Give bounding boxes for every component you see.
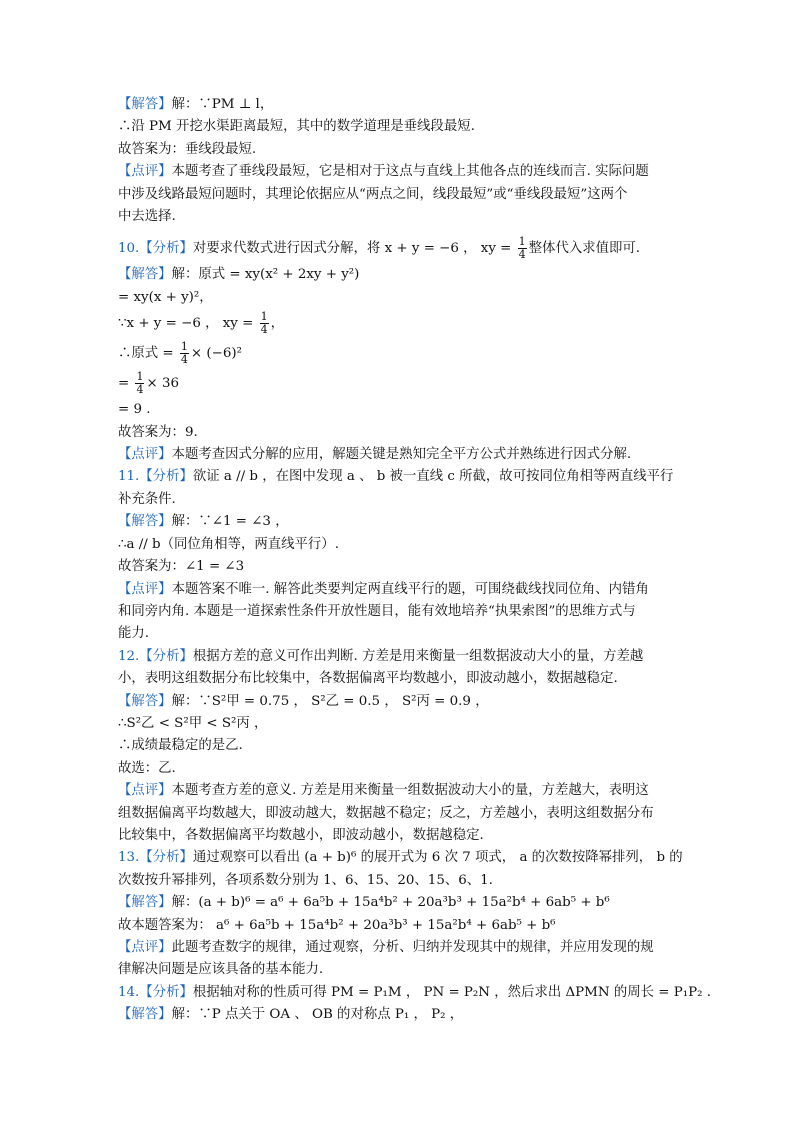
fraction: $\frac{1}{4}$: [136, 370, 144, 397]
section-tag: 【点评】: [118, 164, 172, 180]
text-line: 【解答】解：原式 = xy(x² + 2xy + y²): [118, 267, 360, 283]
text-line: 故选：乙.: [118, 760, 176, 776]
section-tag: 【点评】: [118, 940, 172, 955]
text-line: 补充条件.: [118, 491, 176, 507]
section-tag: 【解答】: [118, 895, 172, 911]
text-line: ∴原式 = $\frac{1}{4}$ × (−6)²: [118, 340, 242, 367]
text-line: = $\frac{1}{4}$ × 36: [118, 370, 179, 397]
section-tag: 【解答】: [118, 267, 172, 283]
text-line: = xy(x + y)²，: [118, 289, 213, 305]
text-line: 11.【分析】欲证 a // b ，在图中发现 a 、 b 被一直线 c 所截，故可按同位角相等两直线平行: [118, 469, 674, 485]
text-line: 12.【分析】根据方差的意义可作出判断. 方差是用来衡量一组数据波动大小的量，方差越: [118, 648, 644, 664]
fraction: $\frac{1}{4}$: [260, 310, 268, 337]
section-tag: 【解答】: [118, 693, 172, 709]
text-line: 和同旁内角. 本题是一道探索性条件开放性题目，能有效地培养“执果索图”的思维方式与: [118, 603, 636, 619]
section-tag: 10.【分析】: [118, 241, 193, 257]
text-line: ∴S²乙 < S²甲 < S²丙 ，: [118, 715, 268, 731]
fraction: $\frac{1}{4}$: [180, 340, 188, 367]
text-line: 故答案为：垂线段最短.: [118, 141, 257, 157]
text-line: ∴沿 PM 开挖水渠距离最短，其中的数学道理是垂线段最短.: [118, 119, 475, 135]
text-line: 小，表明这组数据分布比较集中，各数据偏离平均数越小，即波动越小，数据越稳定.: [118, 671, 618, 687]
text-line: 故答案为：∠1 = ∠3: [118, 559, 245, 575]
text-line: = 9 .: [118, 402, 151, 418]
section-tag: 【解答】: [118, 514, 172, 530]
text-line: 故本题答案为： a⁶ + 6a⁵b + 15a⁴b² + 20a³b³ + 15a²b⁴ + 6ab⁵ + b⁶: [118, 917, 556, 933]
text-line: 【解答】解：(a + b)⁶ = a⁶ + 6a⁵b + 15a⁴b² + 20a³b³ + 15a²b⁴ + 6ab⁵ + b⁶: [118, 895, 610, 911]
text-line: 中去选择.: [118, 209, 176, 225]
text-line: 【解答】解：∵S²甲 = 0.75 ， S²乙 = 0.5 ， S²丙 = 0.9 ，: [118, 693, 489, 709]
text-line: 【点评】本题考查方差的意义. 方差是用来衡量一组数据波动大小的量，方差越大，表明这: [118, 783, 649, 799]
text-line: 【点评】本题考查了垂线段最短，它是相对于这点与直线上其他各点的连线而言. 实际问题: [118, 164, 649, 180]
section-tag: 12.【分析】: [118, 648, 193, 664]
text-line: 13.【分析】通过观察可以看出 (a + b)⁶ 的展开式为 6 次 7 项式， a 的次数按降幂排列， b 的: [118, 850, 683, 866]
text-line: ∴成绩最稳定的是乙.: [118, 738, 243, 754]
text-line: 组数据偏离平均数越大，即波动越大，数据越不稳定；反之，方差越小，表明这组数据分布: [118, 805, 654, 821]
text-line: 【解答】解：∵P 点关于 OA 、 OB 的对称点 P₁ ， P₂ ，: [118, 1007, 464, 1023]
text-line: 故答案为：9.: [118, 424, 198, 440]
section-tag: 【点评】: [118, 447, 172, 463]
text-line: 能力.: [118, 626, 150, 642]
text-line: 【解答】解：∵∠1 = ∠3 ，: [118, 514, 289, 530]
text-line: 【点评】此题考查数字的规律，通过观察，分析、归纳并发现其中的规律，并应用发现的规: [118, 940, 654, 955]
text-line: 【点评】本题答案不唯一. 解答此类要判定两直线平行的题，可围绕截线找同位角、内错角: [118, 581, 649, 597]
text-line: 10.【分析】对要求代数式进行因式分解，将 x + y = −6 ， xy = $\frac{1}{4}$ 整体代入求值即可.: [118, 235, 641, 262]
text-line: 中涉及线路最短问题时，其理论依据应从“两点之间，线段最短”或“垂线段最短”这两个: [118, 186, 628, 202]
text-line: 【解答】解：∵PM ⊥ l，: [118, 97, 274, 112]
section-tag: 14.【分析】: [118, 984, 193, 1000]
answer-page: [118, 94, 712, 1027]
text-line: 次数按升幂排列，各项系数分别为 1、6、15、20、15、6、1.: [118, 872, 493, 888]
section-tag: 11.【分析】: [118, 469, 193, 485]
text-line: 比较集中，各数据偏离平均数越小，即波动越小，数据越稳定.: [118, 827, 484, 843]
section-tag: 【解答】: [118, 1007, 172, 1023]
text-line: ∵x + y = −6 ， xy = $\frac{1}{4}$ ，: [118, 310, 284, 337]
text-line: ∴a // b（同位角相等，两直线平行）.: [118, 536, 339, 552]
fraction: $\frac{1}{4}$: [518, 235, 526, 262]
section-tag: 【点评】: [118, 581, 172, 597]
text-line: 14.【分析】根据轴对称的性质可得 PM = P₁M ， PN = P₂N ，然后求出 ΔPMN 的周长 = P₁P₂ .: [118, 984, 712, 1000]
text-line: 律解决问题是应该具备的基本能力.: [118, 962, 324, 978]
section-tag: 【点评】: [118, 783, 172, 799]
section-tag: 13.【分析】: [118, 850, 193, 866]
text-line: 【点评】本题考查因式分解的应用，解题关键是熟知完全平方公式并熟练进行因式分解.: [118, 447, 632, 463]
section-tag: 【解答】: [118, 97, 172, 112]
